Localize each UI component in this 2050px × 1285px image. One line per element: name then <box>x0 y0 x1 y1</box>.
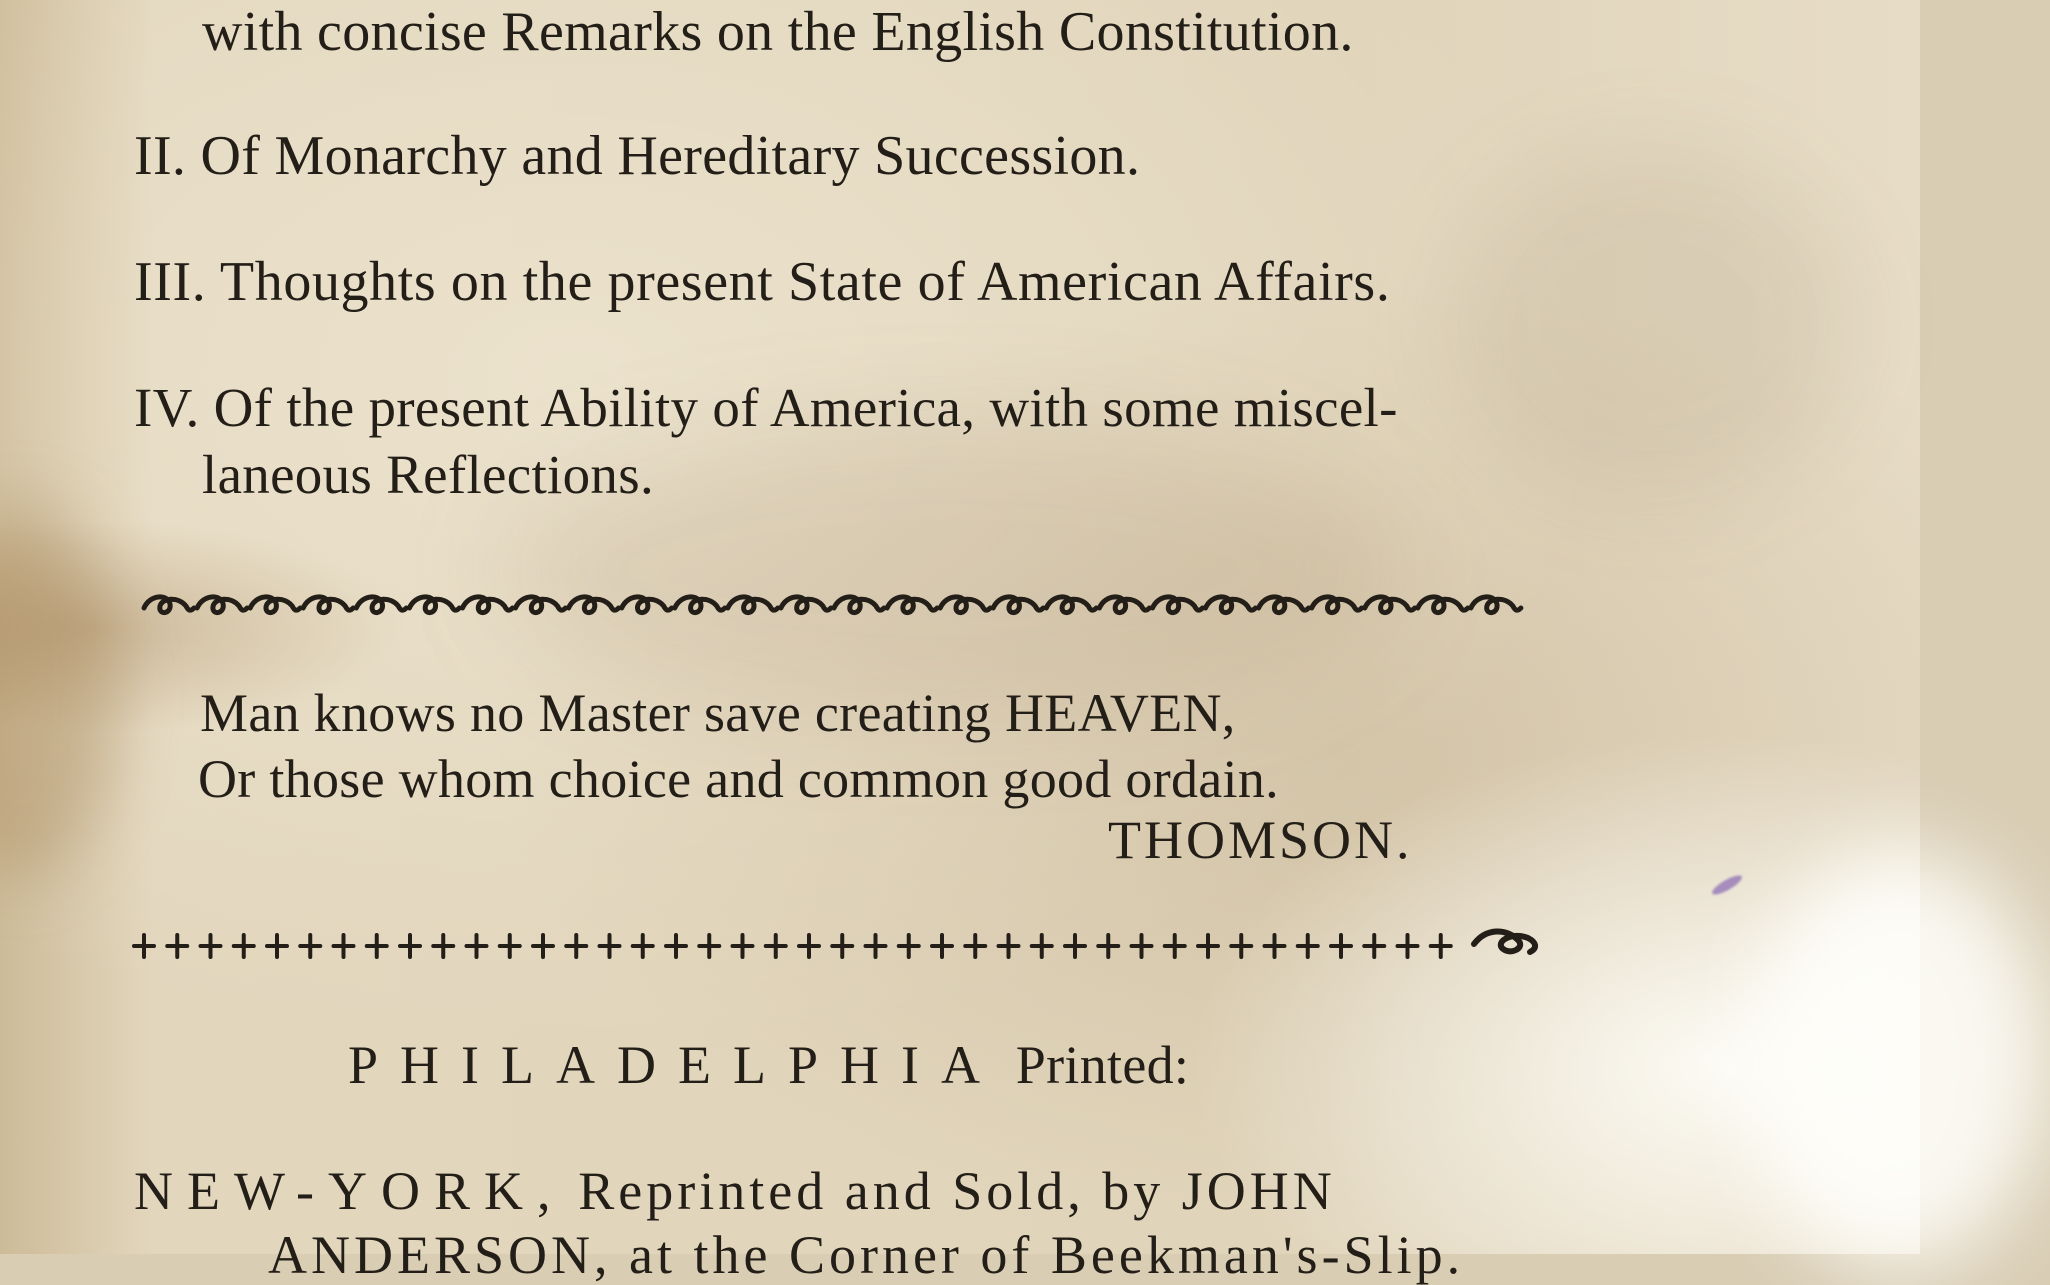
cross-ornament-unit <box>1098 935 1118 957</box>
cross-ornament-unit <box>234 935 254 957</box>
imprint-city: PHILADELPHIA <box>348 1035 1002 1095</box>
scroll-ornament-unit <box>1471 597 1521 613</box>
epigraph-attribution: THOMSON. <box>1108 810 1413 870</box>
cross-ornament-unit <box>1398 935 1418 957</box>
cross-ornament-unit <box>766 935 786 957</box>
cross-ornament-unit <box>167 935 187 957</box>
scroll-ornament-unit <box>1099 597 1149 613</box>
scroll-ornament-unit <box>1259 597 1309 613</box>
scroll-border-ornament <box>140 586 1540 626</box>
scroll-ornament-unit <box>1046 597 1096 613</box>
cross-ornament-unit <box>1132 935 1152 957</box>
reprint-line <box>134 1161 1336 1221</box>
contents-line-two: II. Of Monarchy and Hereditary Succession. <box>134 125 1141 187</box>
cross-ornament-unit <box>932 935 952 957</box>
cross-ornament-unit <box>1431 935 1451 957</box>
scroll-ornament-unit <box>887 597 937 613</box>
paper-stain <box>0 500 120 880</box>
scroll-ornament-unit <box>197 597 247 613</box>
cross-ornament-unit <box>799 935 819 957</box>
scroll-ornament-unit <box>516 597 566 613</box>
cross-ornament-unit <box>1231 935 1251 957</box>
scroll-ornament-unit <box>569 597 619 613</box>
cross-ornament-unit <box>1165 935 1185 957</box>
scroll-ornament-unit <box>463 597 513 613</box>
cross-ornament-unit <box>1032 935 1052 957</box>
cross-ornament-unit <box>600 935 620 957</box>
cross-ornament-unit <box>699 935 719 957</box>
cross-ornament-unit <box>1364 935 1384 957</box>
scroll-ornament-unit <box>1153 597 1203 613</box>
ink-mark <box>1710 872 1744 898</box>
scroll-ornament-unit <box>1312 597 1362 613</box>
scroll-ornament-unit <box>834 597 884 613</box>
flourish-icon <box>1474 931 1535 952</box>
cross-ornament-unit <box>999 935 1019 957</box>
cross-ornament-unit <box>134 935 154 957</box>
cross-ornament-unit <box>500 935 520 957</box>
cross-ornament-unit <box>201 935 221 957</box>
contents-line-three: III. Thoughts on the present State of American Affairs. <box>134 251 1391 313</box>
epigraph-line-two: Or those whom choice and common good ordain. <box>198 749 1279 809</box>
scroll-ornament-unit <box>1206 597 1256 613</box>
cross-ornament-unit <box>300 935 320 957</box>
scroll-ornament-unit <box>409 597 459 613</box>
scroll-ornament-unit <box>993 597 1043 613</box>
cross-ornament-unit <box>367 935 387 957</box>
scroll-ornament-unit <box>144 597 194 613</box>
cross-ornament-unit <box>267 935 287 957</box>
contents-line-four: IV. Of the present Ability of America, with some miscel- <box>134 377 1398 438</box>
reprint-address-partial: ANDERSON, at the Corner of Beekman's-Slip. <box>268 1225 1465 1285</box>
cross-ornament-unit <box>733 935 753 957</box>
scroll-ornament-unit <box>622 597 672 613</box>
cross-ornament-unit <box>566 935 586 957</box>
scroll-ornament-unit <box>1365 597 1415 613</box>
contents-line-four-continued: laneous Reflections. <box>202 444 654 505</box>
imprint-line <box>348 1035 1190 1095</box>
cross-ornament-unit <box>866 935 886 957</box>
reprint-city: NEW-YORK, <box>134 1161 565 1221</box>
cross-ornament-unit <box>1298 935 1318 957</box>
cross-ornament-unit <box>433 935 453 957</box>
cross-ornament-unit <box>1265 935 1285 957</box>
scroll-ornament-unit <box>303 597 353 613</box>
scroll-ornament-unit <box>728 597 778 613</box>
cross-ornament-unit <box>965 935 985 957</box>
cross-ornament-unit <box>334 935 354 957</box>
paper-stain <box>1750 850 2050 1270</box>
imprint-printed: Printed: <box>1015 1035 1190 1095</box>
cross-ornament-unit <box>633 935 653 957</box>
cross-ornament-unit <box>1065 935 1085 957</box>
cross-ornament-unit <box>1331 935 1351 957</box>
paper-stain <box>1450 150 1850 500</box>
scroll-ornament-unit <box>940 597 990 613</box>
cross-border-ornament <box>134 922 1554 972</box>
scroll-ornament-unit <box>1418 597 1468 613</box>
contents-line-one-continued: with concise Remarks on the English Constitution. <box>202 1 1354 63</box>
scroll-ornament-unit <box>250 597 300 613</box>
scroll-ornament-unit <box>675 597 725 613</box>
scroll-ornament-unit <box>781 597 831 613</box>
cross-ornament-unit <box>1198 935 1218 957</box>
scroll-ornament-unit <box>356 597 406 613</box>
cross-ornament-unit <box>899 935 919 957</box>
epigraph-line-one: Man knows no Master save creating HEAVEN, <box>200 683 1236 743</box>
cross-ornament-unit <box>400 935 420 957</box>
cross-ornament-unit <box>832 935 852 957</box>
cross-ornament-unit <box>533 935 553 957</box>
cross-ornament-unit <box>666 935 686 957</box>
cross-ornament-unit <box>467 935 487 957</box>
reprint-seller: Reprinted and Sold, by JOHN <box>578 1161 1336 1221</box>
